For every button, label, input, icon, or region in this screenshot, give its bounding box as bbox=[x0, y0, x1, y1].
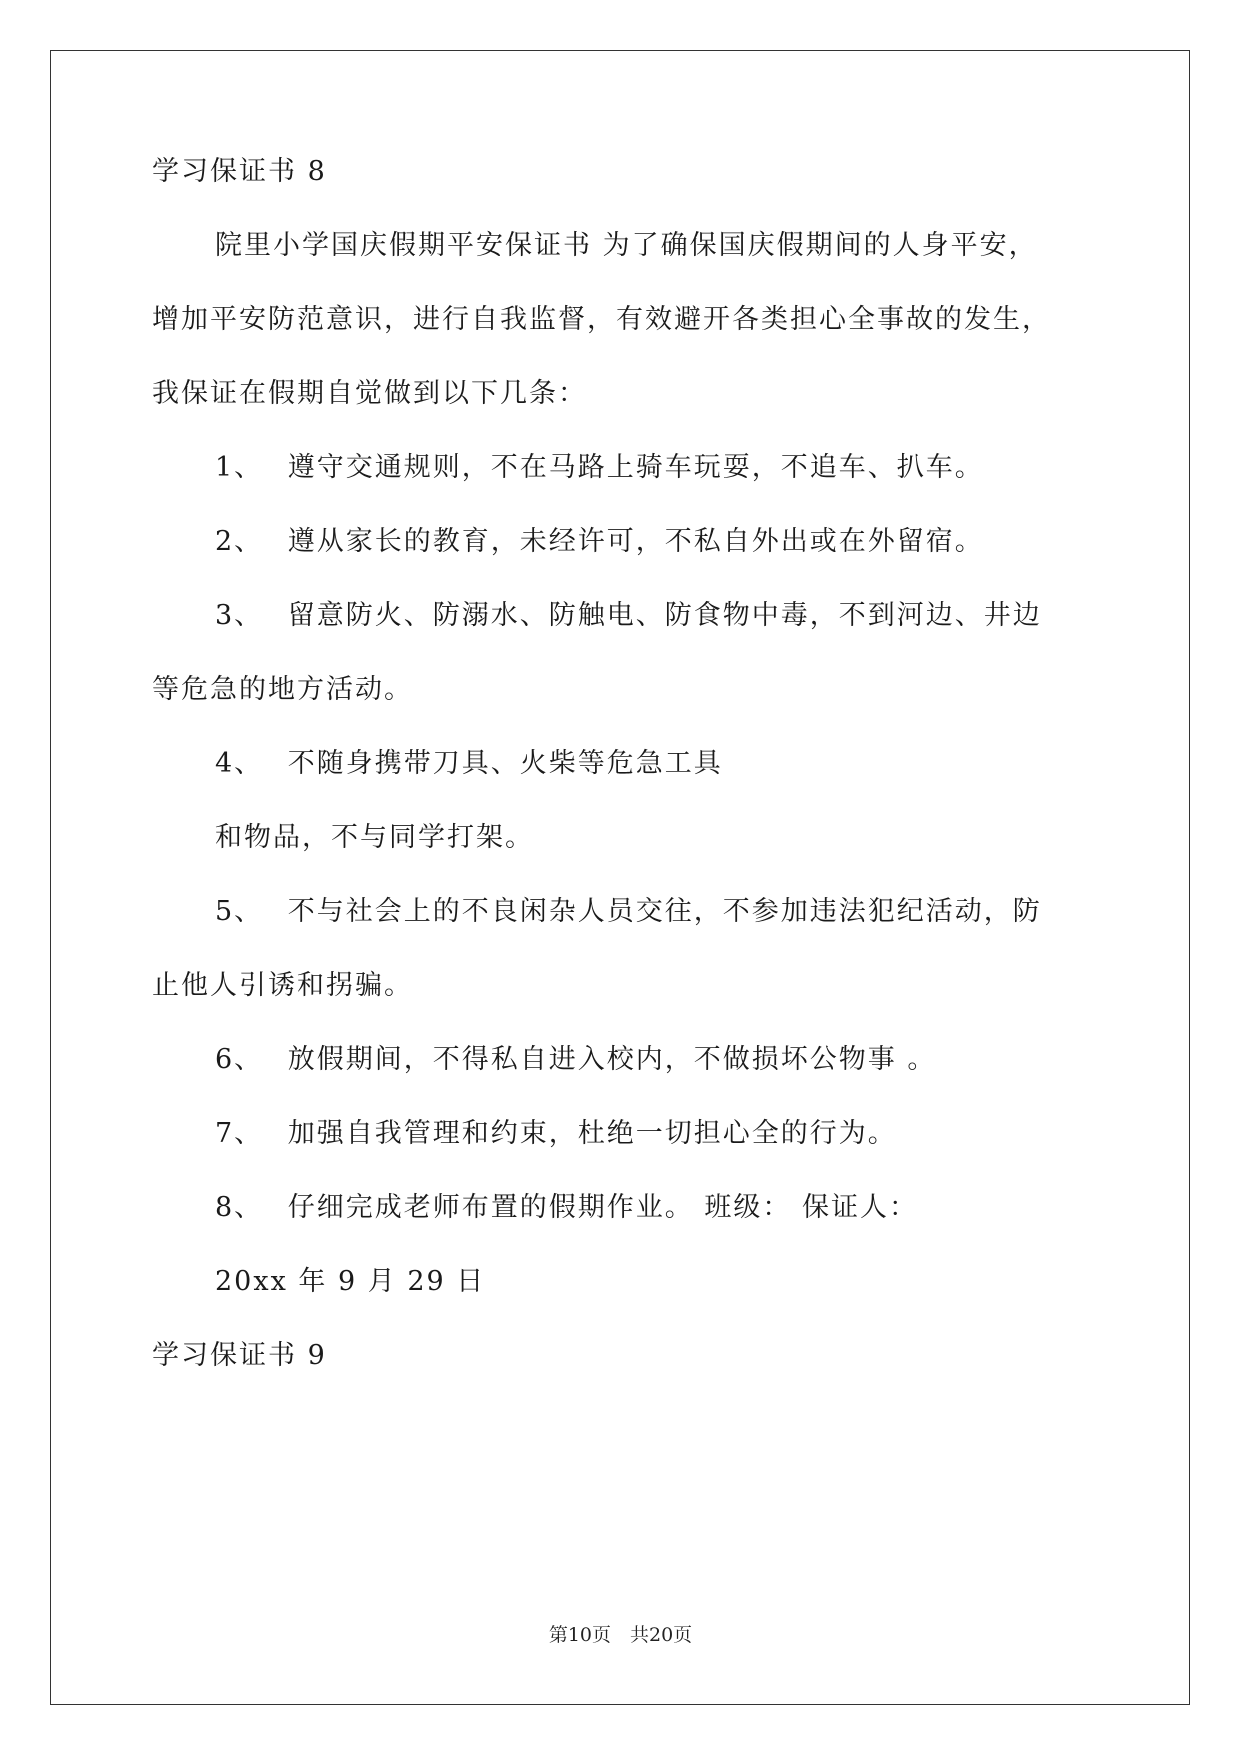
item-number: 5、 bbox=[215, 896, 264, 927]
list-item bbox=[215, 524, 984, 560]
item-number: 3、 bbox=[215, 600, 264, 631]
item-number: 7、 bbox=[215, 1118, 264, 1149]
list-item bbox=[215, 1190, 918, 1226]
page-border bbox=[50, 50, 1190, 1705]
list-item bbox=[215, 598, 1042, 634]
list-item bbox=[215, 746, 723, 782]
item-text: 加强自我管理和约束，杜绝一切担心全的行为。 bbox=[287, 1118, 897, 1149]
item-text: 不与社会上的不良闲杂人员交往，不参加违法犯纪活动，防 bbox=[287, 896, 1042, 927]
item-text: 放假期间，不得私自进入校内，不做损坏公物事 。 bbox=[287, 1044, 937, 1075]
item-number: 4、 bbox=[215, 748, 264, 779]
list-item bbox=[215, 1116, 897, 1152]
intro-line: 我保证在假期自觉做到以下几条： bbox=[152, 378, 587, 409]
list-item bbox=[215, 894, 1042, 930]
date-line: 20xx 年 9 月 29 日 bbox=[215, 1266, 486, 1297]
list-item bbox=[215, 1042, 936, 1078]
item-continuation: 等危急的地方活动。 bbox=[152, 674, 413, 705]
item-number: 8、 bbox=[215, 1192, 264, 1223]
list-item bbox=[215, 450, 984, 486]
item-text: 遵从家长的教育，未经许可，不私自外出或在外留宿。 bbox=[287, 526, 984, 557]
item-continuation: 止他人引诱和拐骗。 bbox=[152, 970, 413, 1001]
item-text: 留意防火、防溺水、防触电、防食物中毒，不到河边、井边 bbox=[287, 600, 1042, 631]
item-text: 仔细完成老师布置的假期作业。 班级： 保证人： bbox=[287, 1192, 918, 1223]
intro-line: 增加平安防范意识，进行自我监督，有效避开各类担心全事故的发生， bbox=[152, 304, 1051, 335]
item-text: 遵守交通规则，不在马路上骑车玩耍，不追车、扒车。 bbox=[287, 452, 984, 483]
page-footer: 第10页 共20页 bbox=[548, 1624, 693, 1646]
section-heading: 学习保证书 8 bbox=[152, 156, 327, 187]
item-number: 1、 bbox=[215, 452, 264, 483]
item-continuation: 和物品，不与同学打架。 bbox=[215, 822, 534, 853]
item-number: 6、 bbox=[215, 1044, 264, 1075]
intro-line: 院里小学国庆假期平安保证书 为了确保国庆假期间的人身平安， bbox=[215, 230, 1038, 261]
section-heading: 学习保证书 9 bbox=[152, 1340, 327, 1371]
item-text: 不随身携带刀具、火柴等危急工具 bbox=[287, 748, 723, 779]
item-number: 2、 bbox=[215, 526, 264, 557]
